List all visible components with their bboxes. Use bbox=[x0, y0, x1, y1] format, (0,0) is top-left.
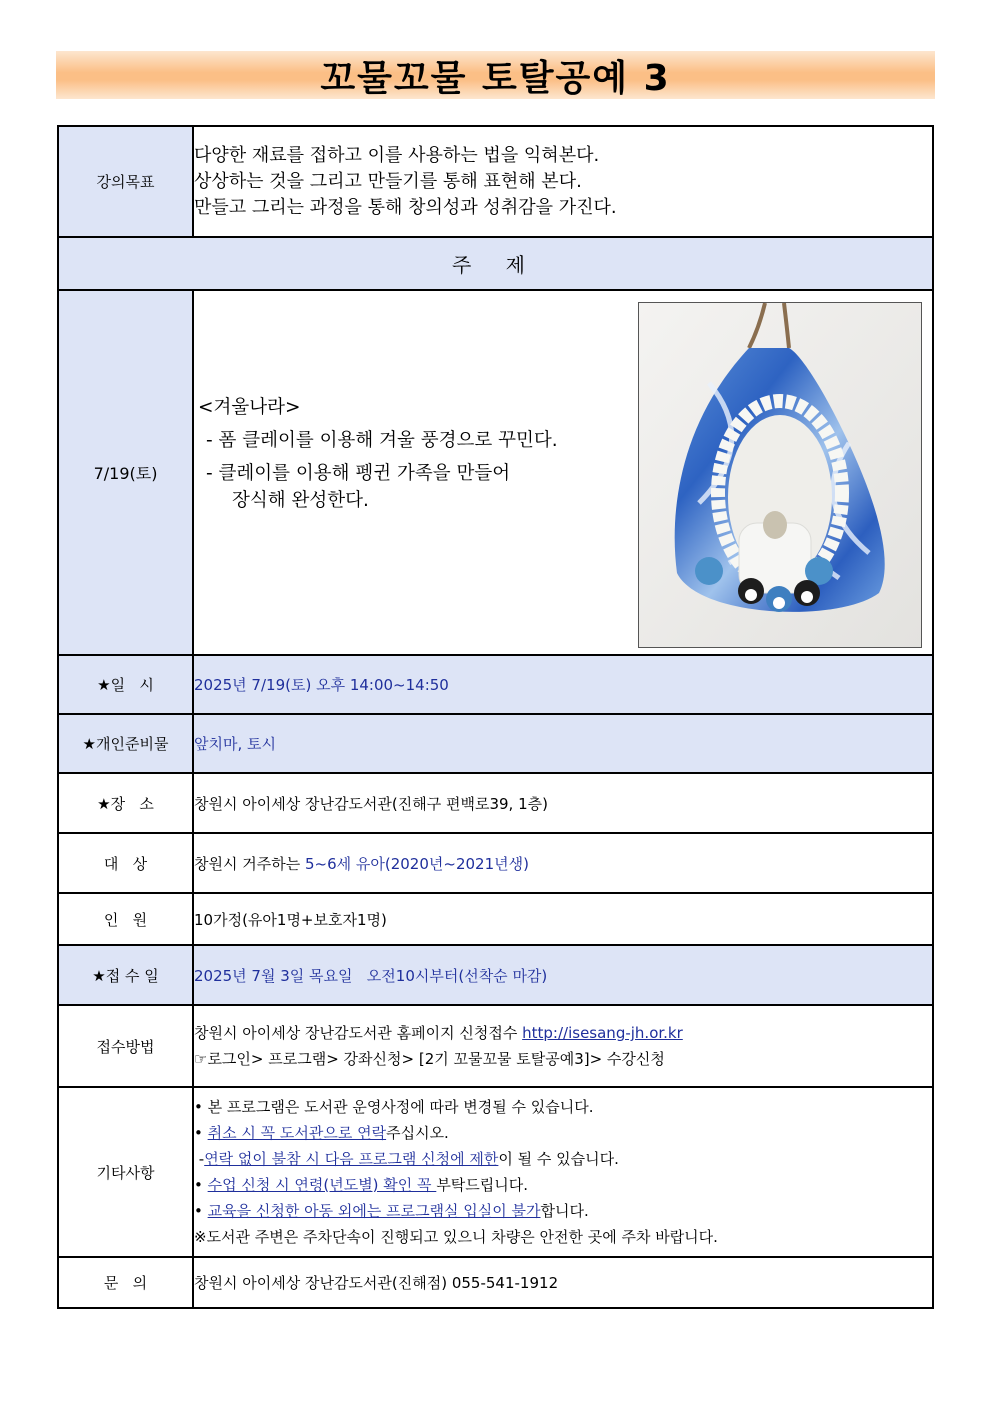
misc-line-4: • 수업 신청 시 연령(년도별) 확인 꼭 부탁드립니다. bbox=[194, 1176, 529, 1194]
penguin-wreath-photo bbox=[638, 302, 922, 648]
target-value bbox=[193, 833, 933, 893]
count-label: 인 원 bbox=[58, 893, 193, 945]
method-line-2: ☞로그인> 프로그램> 강좌신청> [2기 꼬물꼬물 토탈공예3]> 수강신청 bbox=[194, 1050, 665, 1068]
theme-title: <겨울나라> bbox=[198, 397, 301, 418]
page-title: 꼬물꼬물 토탈공예 3 bbox=[320, 57, 671, 99]
method-row bbox=[58, 1005, 933, 1087]
homepage-link[interactable]: http://isesang-jh.or.kr bbox=[522, 1024, 683, 1042]
count-row bbox=[58, 893, 933, 945]
misc-line-6: ※도서관 주변은 주차단속이 진행되고 있으니 차량은 안전한 곳에 주차 바랍니다. bbox=[194, 1228, 718, 1246]
misc-row bbox=[58, 1087, 933, 1257]
session-row bbox=[58, 290, 933, 655]
misc-label: 기타사항 bbox=[58, 1087, 193, 1257]
goal-content bbox=[193, 126, 933, 237]
place-label: ★장 소 bbox=[58, 773, 193, 833]
theme-bullet-1: - 폼 클레이를 이용해 겨울 풍경으로 꾸민다. bbox=[206, 430, 558, 451]
session-content bbox=[193, 290, 933, 655]
prep-row bbox=[58, 714, 933, 773]
method-line-1: 창원시 아이세상 장난감도서관 홈페이지 신청접수 bbox=[194, 1024, 523, 1042]
receipt-value: 2025년 7월 3일 목요일 오전10시부터(선착순 마감) bbox=[193, 945, 933, 1005]
datetime-value: 2025년 7/19(토) 오후 14:00~14:50 bbox=[193, 655, 933, 714]
topic-header-row bbox=[58, 237, 933, 290]
theme-bullet-2: - 클레이를 이용해 펭귄 가족을 만들어 bbox=[206, 463, 511, 484]
datetime-row bbox=[58, 655, 933, 714]
place-value: 창원시 아이세상 장난감도서관(진해구 편백로39, 1층) bbox=[193, 773, 933, 833]
target-prefix: 창원시 거주하는 bbox=[194, 854, 305, 873]
method-label: 접수방법 bbox=[58, 1005, 193, 1087]
receipt-row bbox=[58, 945, 933, 1005]
datetime-label: ★일 시 bbox=[58, 655, 193, 714]
target-highlight: 5~6세 유아(2020년~2021년생) bbox=[304, 854, 529, 873]
title-banner bbox=[56, 51, 935, 99]
misc-line-3: -연락 없이 불참 시 다음 프로그램 신청에 제한이 될 수 있습니다. bbox=[194, 1150, 619, 1168]
count-value: 10가정(유아1명+보호자1명) bbox=[193, 893, 933, 945]
method-content bbox=[193, 1005, 933, 1087]
inquiry-value: 창원시 아이세상 장난감도서관(진해점) 055-541-1912 bbox=[193, 1257, 933, 1308]
program-info-table bbox=[57, 125, 934, 1309]
prep-value: 앞치마, 토시 bbox=[193, 714, 933, 773]
misc-line-1: • 본 프로그램은 도서관 운영사정에 따라 변경될 수 있습니다. bbox=[194, 1098, 594, 1116]
prep-label: ★개인준비물 bbox=[58, 714, 193, 773]
receipt-label: ★접 수 일 bbox=[58, 945, 193, 1005]
target-row bbox=[58, 833, 933, 893]
session-date: 7/19(토) bbox=[58, 290, 193, 655]
misc-line-2: • 취소 시 꼭 도서관으로 연락주십시오. bbox=[194, 1124, 449, 1142]
goal-line-2: 상상하는 것을 그리고 만들기를 통해 표현해 본다. bbox=[194, 170, 582, 192]
goal-label: 강의목표 bbox=[58, 126, 193, 237]
place-row bbox=[58, 773, 933, 833]
inquiry-label: 문 의 bbox=[58, 1257, 193, 1308]
theme-bullet-2-cont: 장식해 완성한다. bbox=[232, 490, 369, 511]
goal-row bbox=[58, 126, 933, 237]
goal-line-1: 다양한 재료를 접하고 이를 사용하는 법을 익혀본다. bbox=[194, 144, 600, 166]
inquiry-row bbox=[58, 1257, 933, 1308]
target-label: 대 상 bbox=[58, 833, 193, 893]
penguin-wreath-image bbox=[639, 303, 921, 647]
topic-header: 주 제 bbox=[58, 237, 933, 290]
misc-content bbox=[193, 1087, 933, 1257]
misc-line-5: • 교육을 신청한 아동 외에는 프로그램실 입실이 불가합니다. bbox=[194, 1202, 589, 1220]
goal-line-3: 만들고 그리는 과정을 통해 창의성과 성취감을 가진다. bbox=[194, 196, 617, 218]
theme-description bbox=[198, 391, 558, 517]
